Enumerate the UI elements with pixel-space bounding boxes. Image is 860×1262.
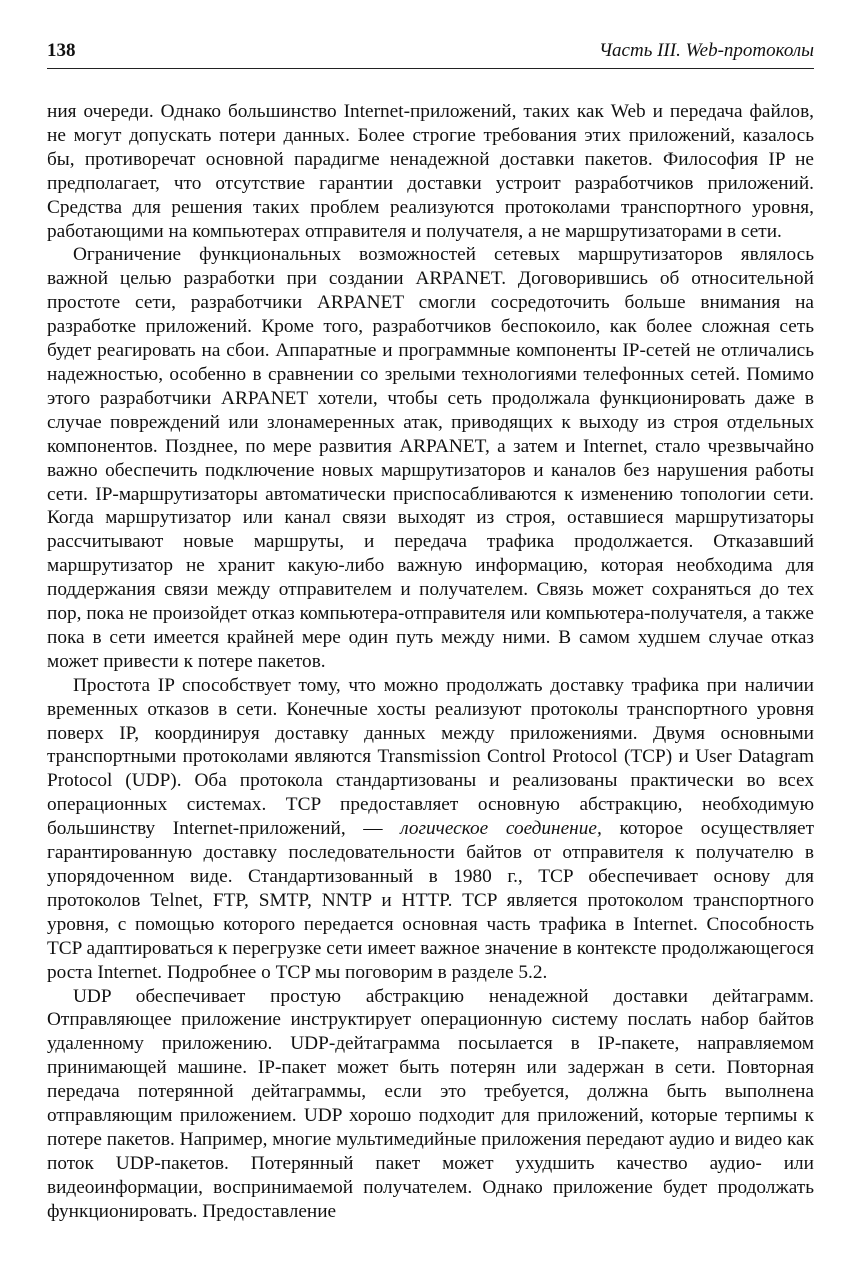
header-rule	[47, 68, 814, 69]
running-title: Часть III. Web-протоколы	[598, 40, 814, 61]
paragraph-3-part-1: Простота IP способствует тому, что можно продолжать доставку трафика при наличии временных отказов в сети. Конечные хосты реализуют протоколы транспортного уровня поверх IP, координируя доставку данных между приложениями. Двумя основными транспортными протоколами являются Transmission Control Protocol (TCP) и User Datagram Protocol (UDP). Оба протокола стандартизованы и реализованы практически во всех операционных системах. TCP предоставляет основную абстракцию, необходимую большинству Internet-приложений, —	[47, 674, 814, 840]
logical-connection-term: логическое соединение,	[400, 818, 602, 840]
body-text	[47, 100, 814, 1224]
paragraph-4: UDP обеспечивает простую абстракцию ненадежной доставки дейтаграмм. Отправляющее приложение инструктирует операционную систему послать набор байтов удаленному приложению. UDP-дейтаграмма посылается в IP-пакете, направляемом принимающей машине. IP-пакет может быть потерян или задержан в сети. Повторная передача потерянной дейтаграммы, если это требуется, должна быть выполнена отправляющим приложением. UDP хорошо подходит для приложений, которые терпимы к потере пакетов. Например, многие мультимедийные приложения передают аудио и видео как поток UDP-пакетов. Потерянный пакет может ухудшить качество аудио- или видеоинформации, воспринимаемой получателем. Однако приложение будет продолжать функционировать. Предоставление	[47, 985, 814, 1222]
paragraph-3	[47, 674, 814, 985]
page-number: 138	[47, 40, 76, 61]
page-header	[47, 40, 814, 62]
paragraph-1: ния очереди. Однако большинство Internet-приложений, таких как Web и передача файлов, не могут допускать потери данных. Более строгие требования этих приложений, казалось бы, противоречат основной парадигме ненадежной доставки пакетов. Философия IP не предполагает, что отсутствие гарантии доставки устроит разработчиков приложений. Средства для решения таких проблем реализуются протоколами транспортного уровня, работающими на компьютерах отправителя и получателя, а не маршрутизаторами в сети.	[47, 101, 814, 242]
paragraph-3-part-2: которое осуществляет гарантированную доставку последовательности байтов от отправителя к получателю в упорядоченном виде. Стандартизованный в 1980 г., TCP обеспечивает основу для протоколов Telnet, FTP, SMTP, NNTP и HTTP. TCP является протоколом транспортного уровня, с помощью которого передается основная часть трафика в Internet. Способность TCP адаптироваться к перегрузке сети имеет важное значение в контексте продолжающегося роста Internet. Подробнее о TCP мы поговорим в разделе 5.2.	[47, 818, 815, 983]
paragraph-2: Ограничение функциональных возможностей сетевых маршрутизаторов являлось важной целью разработки при создании ARPANET. Договорившись об относительной простоте сети, разработчики ARPANET смогли сосредоточить больше внимания на разработке приложений. Кроме того, разработчиков беспокоило, как более сложная сеть будет реагировать на сбои. Аппаратные и программные компоненты IP-сетей не отличались надежностью, особенно в сравнении со зрелыми технологиями телефонных сетей. Помимо этого разработчики ARPANET хотели, чтобы сеть продолжала функционировать даже в случае повреждений или злонамеренных атак, приводящих к выходу из строя отдельных компонентов. Позднее, по мере развития ARPANET, а затем и Internet, стало чрезвычайно важно обеспечить подключение новых маршрутизаторов и каналов без нарушения работы сети. IP-маршрутизаторы автоматически приспосабливаются к изменению топологии сети. Когда маршрутизатор или канал связи выходят из строя, оставшиеся маршрутизаторы рассчитывают новые маршруты, и передача трафика продолжается. Отказавший маршрутизатор не хранит какую-либо важную информацию, которая необходима для поддержания связи между отправителем и получателем. Связь может сохраняться до тех пор, пока не произойдет отказ компьютера-отправителя или компьютера-получателя, а также пока в сети имеется крайней мере один путь между ними. В самом худшем случае отказ может привести к потере пакетов.	[47, 244, 814, 672]
